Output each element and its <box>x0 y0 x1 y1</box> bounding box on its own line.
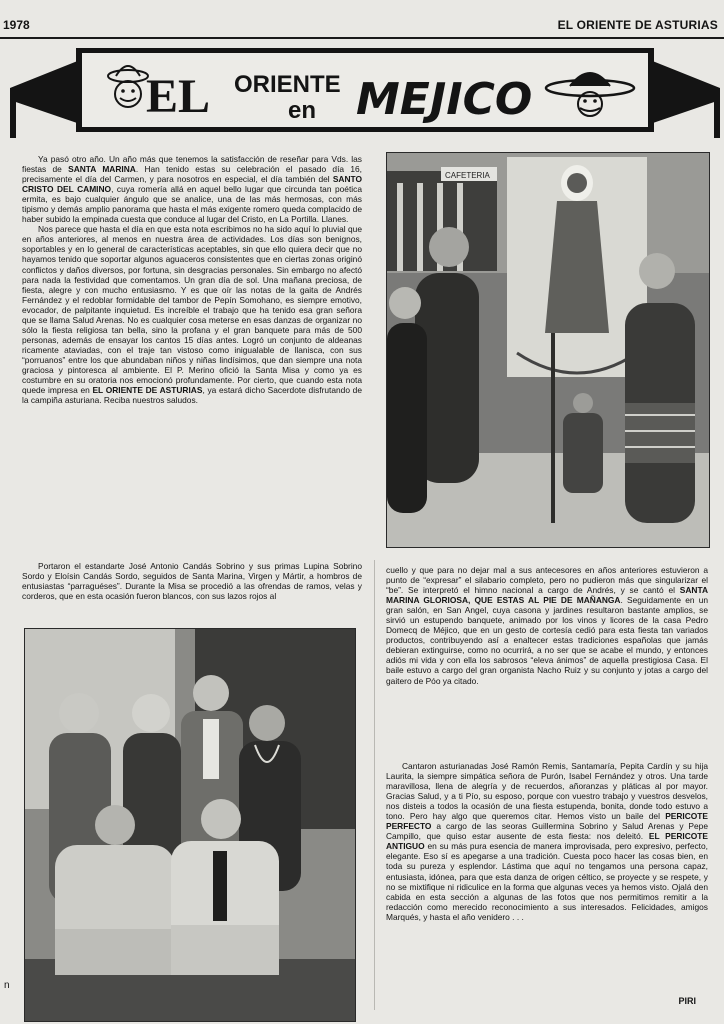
header-rule <box>0 37 724 39</box>
ribbon-right <box>650 60 720 124</box>
paragraph-4: cuello y que para no dejar mal a sus antecesores en años anteriores estuvieron a punto de “expresar” el silabario completo, pero no pudieron más que singularizar el “be”. Se interpretó el himno nacional a cargo de Andrés, y se cantó el SANTA MARINA GLORIOSA, QUE ESTAS AL PIE DE MAÑANGA. Seguidamente en un gran salón, en San Angel, cuya casona y jardines resultaron bastante amplios, se sirvió un estupendo banquete, animado por los vinos y licores de la casa Pedro Domecq de Méjico, que en un gesto de cortesía cedió para esta fiesta tan variados productos, contribuyendo así a enaltecer estas tradiciones españolas que jamás debieran extinguirse, como no ocurrirá, a no ser que se acabe el mundo, y entonces adiós mi vida y con ella los sabrosos “eleva ánimos” de aquella prestigiosa Casa. El baile estuvo a cargo del gran organista Nacho Ruiz y su conjunto y jotas a cargo del gaitero de Póo ya citado. <box>386 565 709 686</box>
author-signature: PIRI <box>678 996 696 1006</box>
ribbon-right-post <box>714 90 720 138</box>
procession-photo <box>386 152 710 548</box>
margin-mark: n <box>4 980 10 991</box>
header-publication: EL ORIENTE DE ASTURIAS <box>557 18 718 32</box>
header-year: 1978 <box>3 18 30 32</box>
group-portrait-photo <box>24 628 356 1022</box>
group-portrait-graphic <box>25 629 355 1021</box>
column-banner <box>10 42 720 142</box>
banner-en: en <box>288 97 317 124</box>
banner-oriente: ORIENTE <box>234 71 341 98</box>
banner-el: EL <box>146 70 211 123</box>
article-column-right-top <box>386 565 708 686</box>
banner-graphic <box>10 42 720 142</box>
banner-mejico: MEJICO <box>356 74 533 125</box>
procession-photo-graphic <box>387 153 709 547</box>
paragraph-3: Portaron el estandarte José Antonio Candás Sobrino y sus primas Lupina Sobrino Sordo y Eloísin Candás Sordo, seguidos de Santa Marina, Virgen y Mártir, a hombros de entusiastas “parraguéses”. Durante la Misa se procedió a las ofrendas de ramos, velas y corderos, que en esta ocasión fueron blancos, con sus lazos rojos al <box>22 561 362 602</box>
ribbon-left <box>10 60 80 124</box>
article-column-left-top <box>22 154 362 405</box>
column-divider <box>374 560 375 1010</box>
paragraph-1: Ya pasó otro año. Un año más que tenemos la satisfacción de reseñar para Vds. las fiestas de SANTA MARINA. Han tenido estas su celebración el pasado día 16, precisamente el día del Carmen, y para nosotros en especial, el día también del SANTO CRISTO DEL CAMINO, cuya romería allá en aquel bello lugar que circunda tan poética ermita, es bajo cualquier ángulo que se analice, una de las más hermosas, con más tipismo y demás amplio panorama que hasta el más exigente romero queda complacido de haber subido la empinada cuesta que conduce al lugar del Cristo, en La Portilla. Llanes. <box>22 154 362 225</box>
paragraph-5: Cantaron asturianadas José Ramón Remis, Santamaría, Pepita Cardín y su hija Laurita, la siempre simpática señora de Purón, Isabel Fernández y otros. Una tarde maravillosa, llena de alegría y de recuerdos, añoranzas y pláticas al por mayor. Gracias Salud, y a ti Pío, su esposo, porque con vuestro trabajo y vuestros desvelos, nos disteis a todos la ocasión de una fiesta estupenda, bonita, donde todo estuvo a tono. Pero hay algo que queremos citar. Hemos visto un baile del PERICOTE PERFECTO a cargo de las seoras Guillermina Sobrino y Salud Arenas y Pepe Campillo, que quiso estar ausente de esta fiesta: nos deleitó. EL PERICOTE ANTIGUO en su más pura esencia de manera improvisada, pero expresivo, perfecto, elegante. Eso sí es apegarse a una tradición. Cuesta poco hacer las cosas bien, en toda su pureza y esplendor. Lástima que aquí no tengamos una persona capaz, entusiasta, idónea, para que esta danza de origen céltico, se proyecte y se respete, y no se mixtifique ni ridiculice en la forma que algunas veces ya hemos visto. Ojalá den cabida en esta sección a algunas de las fotos que nos permitimos remitir a la redacción como merecido reconocimiento a sus interesados. Felicidades, amigos Marqués, y hasta el año venidero . . . <box>386 761 708 922</box>
article-column-left-bottom <box>22 561 362 601</box>
cafeteria-sign: CAFETERIA <box>445 171 490 180</box>
article-column-right-bottom <box>386 761 708 922</box>
paragraph-2: Nos parece que hasta el día en que esta nota escribimos no ha sido aquí lo pluvial que en años anteriores, al menos en nuestra área de actividades. Los días son benignos, soportables y en lo general de características aceptables, sin que ello quiera decir que no hayamos tenido que soportar algunos aguaceros consistentes que en ciertas zonas originó conflictos y daños diversos, por fortuna, sin desgracias personales. Sin embargo no afectó para nada la festividad que comentamos. Un gran día de sol. Una mañana preciosa, de fiesta, alegre y con mucho entusiasmo. Y es que oír las notas de la gaita de Andrés Fernández y el redoblar formidable del tambor de Pepín Somohano, es siempre emotivo, evocador, de palpitante inquietud. Es increíble el trabajo que ha tenido esa gran señora que se llama Salud Arenas. No es cualquier cosa meterse en esas danzas de organizar no sólo la fiesta religiosa tan bella, sino la profana y el gran banquete para más de 500 personas, además de ensayar los cantos 15 días antes. Logró un conjunto de aldeanas ricamente ataviadas, con el traje tan vistoso como inigualable de llanisca, con sus “porruanos” entre los que abundaban niños y niñas lindísimos, que dan siempre una nota graciosa y pintoresca al ambiente. El P. Merino ofició la Santa Misa y como ya es costumbre en su oratoria nos emocionó profundamente. Por cierto, que cuando esta nota quede impresa en EL ORIENTE DE ASTURIAS, ya estará dicho Sacerdote disfrutando de la campiña asturiana. Reciba nuestros saludos. <box>22 224 362 406</box>
ribbon-left-post <box>10 90 16 138</box>
